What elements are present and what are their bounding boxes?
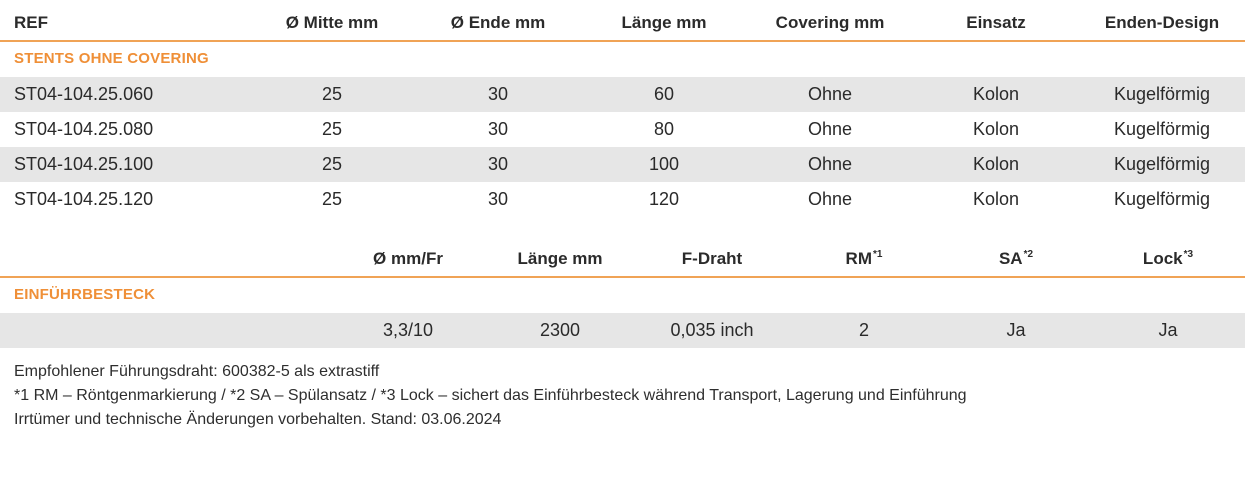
cell-lock: Ja bbox=[1158, 320, 1178, 340]
header-lock-footnote: *3 bbox=[1183, 249, 1194, 261]
header-mitte: Ø Mitte mm bbox=[285, 13, 379, 32]
cell-laenge: 60 bbox=[653, 84, 675, 104]
cell-f-draht: 0,035 inch bbox=[670, 320, 754, 340]
cell-laenge: 2300 bbox=[539, 320, 581, 340]
cell-enden-design: Kugelförmig bbox=[1113, 154, 1211, 174]
header-covering: Covering mm bbox=[775, 13, 885, 32]
cell-ende: 30 bbox=[487, 119, 509, 139]
cell-ende: 30 bbox=[487, 84, 509, 104]
header-ende: Ø Ende mm bbox=[450, 13, 546, 32]
header-sa-label: SA bbox=[998, 249, 1023, 268]
header-rm bbox=[846, 249, 883, 269]
table-row bbox=[0, 182, 1245, 217]
cell-covering: Ohne bbox=[807, 154, 853, 174]
cell-laenge: 100 bbox=[648, 154, 680, 174]
cell-rm: 2 bbox=[858, 320, 870, 340]
cell-mitte: 25 bbox=[321, 119, 343, 139]
header-einsatz: Einsatz bbox=[966, 13, 1026, 32]
cell-laenge: 120 bbox=[648, 189, 680, 209]
cell-covering: Ohne bbox=[807, 119, 853, 139]
header-diameter-fr: Ø mm/Fr bbox=[373, 249, 443, 268]
cell-enden-design: Kugelförmig bbox=[1113, 189, 1211, 209]
cell-ende: 30 bbox=[487, 154, 509, 174]
header-laenge-2: Länge mm bbox=[517, 249, 603, 268]
cell-diameter-fr: 3,3/10 bbox=[382, 320, 434, 340]
cell-mitte: 25 bbox=[321, 84, 343, 104]
table-row bbox=[0, 112, 1245, 147]
cell-mitte: 25 bbox=[321, 189, 343, 209]
cell-ref: ST04-104.25.060 bbox=[14, 84, 154, 104]
section-title-stents: STENTS OHNE COVERING bbox=[14, 50, 209, 67]
note-disclaimer: Irrtümer und technische Änderungen vorbehalten. Stand: 03.06.2024 bbox=[14, 411, 502, 428]
cell-einsatz: Kolon bbox=[972, 189, 1020, 209]
header-sa bbox=[999, 249, 1033, 269]
note-guidewire: Empfohlener Führungsdraht: 600382-5 als extrastiff bbox=[14, 363, 380, 380]
header-rm-footnote: *1 bbox=[873, 249, 883, 261]
cell-ref: ST04-104.25.100 bbox=[14, 154, 154, 174]
cell-laenge: 80 bbox=[653, 119, 675, 139]
table1-header-divider bbox=[0, 40, 1245, 42]
note-footnotes: *1 RM – Röntgenmarkierung / *2 SA – Spülansatz / *3 Lock – sichert das Einführbesteck während Transport, Lagerung und Einführung bbox=[14, 387, 967, 404]
table2-header-divider bbox=[0, 276, 1245, 278]
cell-covering: Ohne bbox=[807, 189, 853, 209]
cell-enden-design: Kugelförmig bbox=[1113, 119, 1211, 139]
cell-covering: Ohne bbox=[807, 84, 853, 104]
cell-einsatz: Kolon bbox=[972, 119, 1020, 139]
cell-mitte: 25 bbox=[321, 154, 343, 174]
table-row bbox=[0, 77, 1245, 112]
header-lock bbox=[1143, 249, 1193, 269]
section-title-einfuehrbesteck: EINFÜHRBESTECK bbox=[14, 286, 156, 303]
header-laenge: Länge mm bbox=[621, 13, 707, 32]
cell-enden-design: Kugelförmig bbox=[1113, 84, 1211, 104]
cell-einsatz: Kolon bbox=[972, 154, 1020, 174]
header-lock-label: Lock bbox=[1142, 249, 1183, 268]
cell-einsatz: Kolon bbox=[972, 84, 1020, 104]
header-ref: REF bbox=[14, 13, 48, 32]
cell-sa: Ja bbox=[1006, 320, 1026, 340]
header-sa-footnote: *2 bbox=[1023, 249, 1034, 261]
header-enden-design: Enden-Design bbox=[1104, 13, 1220, 32]
table-row bbox=[0, 313, 1245, 348]
cell-ref: ST04-104.25.120 bbox=[14, 189, 154, 209]
cell-ende: 30 bbox=[487, 189, 509, 209]
header-rm-label: RM bbox=[845, 249, 872, 268]
cell-ref: ST04-104.25.080 bbox=[14, 119, 154, 139]
table-row bbox=[0, 147, 1245, 182]
header-f-draht: F-Draht bbox=[681, 249, 743, 268]
